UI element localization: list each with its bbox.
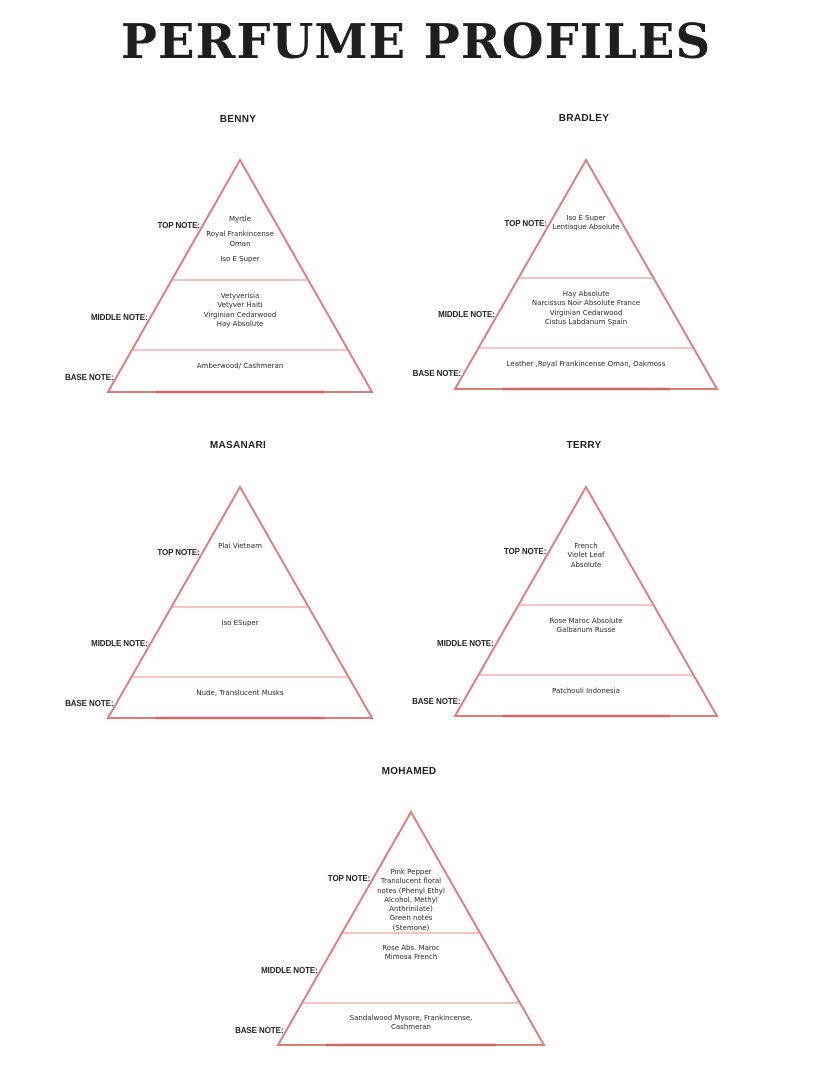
base-notes [471, 687, 701, 696]
top-notes [185, 215, 295, 264]
note-item: Galbanum Russe [556, 626, 616, 635]
note-item: Rose Maroc Absolute [549, 617, 623, 625]
note-item: Hay Absolute [216, 319, 264, 328]
note-item: Narcissus Noir Absolute France [531, 299, 641, 308]
base-note-label: BASE NOTE: [412, 697, 461, 706]
middle-notes [491, 290, 681, 327]
note-item: Iso ESuper [221, 619, 259, 627]
note-item: Vetyver Haiti [217, 301, 263, 310]
note-pyramid [451, 483, 721, 720]
middle-note-label: MIDDLE NOTE: [437, 639, 494, 648]
top-note-label: TOP NOTE: [504, 219, 547, 228]
note-item: Cashmeran [391, 1023, 431, 1032]
top-note-label: TOP NOTE: [503, 547, 547, 556]
note-pyramid [104, 156, 376, 396]
profile-name: TERRY [566, 440, 602, 451]
note-item: Leather ,Royal Frankincense Oman, Oakmoss [506, 360, 666, 368]
base-notes [125, 689, 355, 698]
profile-name: MASANARI [209, 440, 267, 451]
page-title: PERFUME PROFILES [120, 14, 712, 70]
middle-notes [145, 619, 335, 628]
note-item: Violet Leaf [567, 551, 605, 560]
pyramid-outline [455, 487, 717, 716]
note-item: Mimosa French [384, 953, 438, 962]
middle-notes [316, 944, 506, 963]
note-item: Virginian Cedarwood [549, 308, 623, 317]
note-item: Anthrinilate) [389, 905, 433, 914]
note-item: Lentisque Absolute [552, 223, 620, 232]
top-note-label: TOP NOTE: [157, 221, 200, 230]
note-item: Hay Absolute [562, 290, 610, 298]
base-notes [125, 362, 355, 371]
note-item: Iso E Super [566, 214, 606, 222]
middle-notes [145, 292, 335, 329]
middle-notes [491, 617, 681, 636]
middle-note-label: MIDDLE NOTE: [90, 313, 148, 322]
top-notes [185, 542, 295, 551]
note-item: (Stemone) [392, 923, 430, 932]
note-item: Nude, Translucent Musks [196, 689, 284, 697]
profile-name: MOHAMED [381, 766, 437, 777]
profile-name: BRADLEY [558, 113, 610, 124]
top-note-label: TOP NOTE: [327, 874, 371, 883]
top-notes [531, 214, 641, 233]
note-pyramid [104, 483, 376, 722]
note-item: Rose Abs. Maroc [382, 944, 440, 952]
note-item: Sandalwood Mysore, Frankincense, [349, 1014, 473, 1022]
note-item: Plai Vietnam [218, 542, 262, 550]
top-notes [531, 542, 641, 570]
top-note-label: TOP NOTE: [157, 548, 200, 557]
middle-note-label: MIDDLE NOTE: [91, 639, 148, 648]
note-item: Virginian Cedarwood [203, 310, 277, 319]
note-item: Absolute [570, 560, 602, 569]
profile-name: BENNY [219, 114, 257, 125]
note-item: Oman [229, 239, 251, 248]
note-item: Amberwood/ Cashmeran [196, 362, 284, 370]
base-notes [296, 1014, 526, 1033]
base-notes [471, 360, 701, 369]
base-note-label: BASE NOTE: [65, 699, 114, 708]
pyramid-outline [455, 160, 717, 389]
note-pyramid [451, 156, 721, 393]
pyramid-outline [108, 487, 372, 718]
base-note-label: BASE NOTE: [65, 373, 114, 382]
note-item: French [574, 542, 598, 550]
note-item: Pink Pepper [390, 868, 432, 876]
note-item: Translucent floral [380, 877, 442, 886]
middle-note-label: MIDDLE NOTE: [438, 310, 495, 319]
base-note-label: BASE NOTE: [412, 369, 461, 378]
note-item: Alcohol, Methyl [384, 895, 438, 904]
note-item: Royal Frankincense [206, 230, 274, 239]
note-item: Vetyverisia [220, 292, 260, 300]
base-note-label: BASE NOTE: [235, 1026, 284, 1035]
pyramid-outline [108, 160, 372, 392]
note-item: notes (Phenyl Ethyl [377, 886, 445, 895]
note-item: Patchouli Indonesia [552, 687, 620, 695]
note-item: Green notes [389, 914, 433, 923]
middle-note-label: MIDDLE NOTE: [261, 966, 318, 975]
note-item: Iso E Super [220, 254, 260, 263]
note-item: Cistus Labdanum Spain [544, 317, 628, 326]
top-notes [356, 868, 466, 933]
note-item: Myrtle [228, 215, 252, 223]
